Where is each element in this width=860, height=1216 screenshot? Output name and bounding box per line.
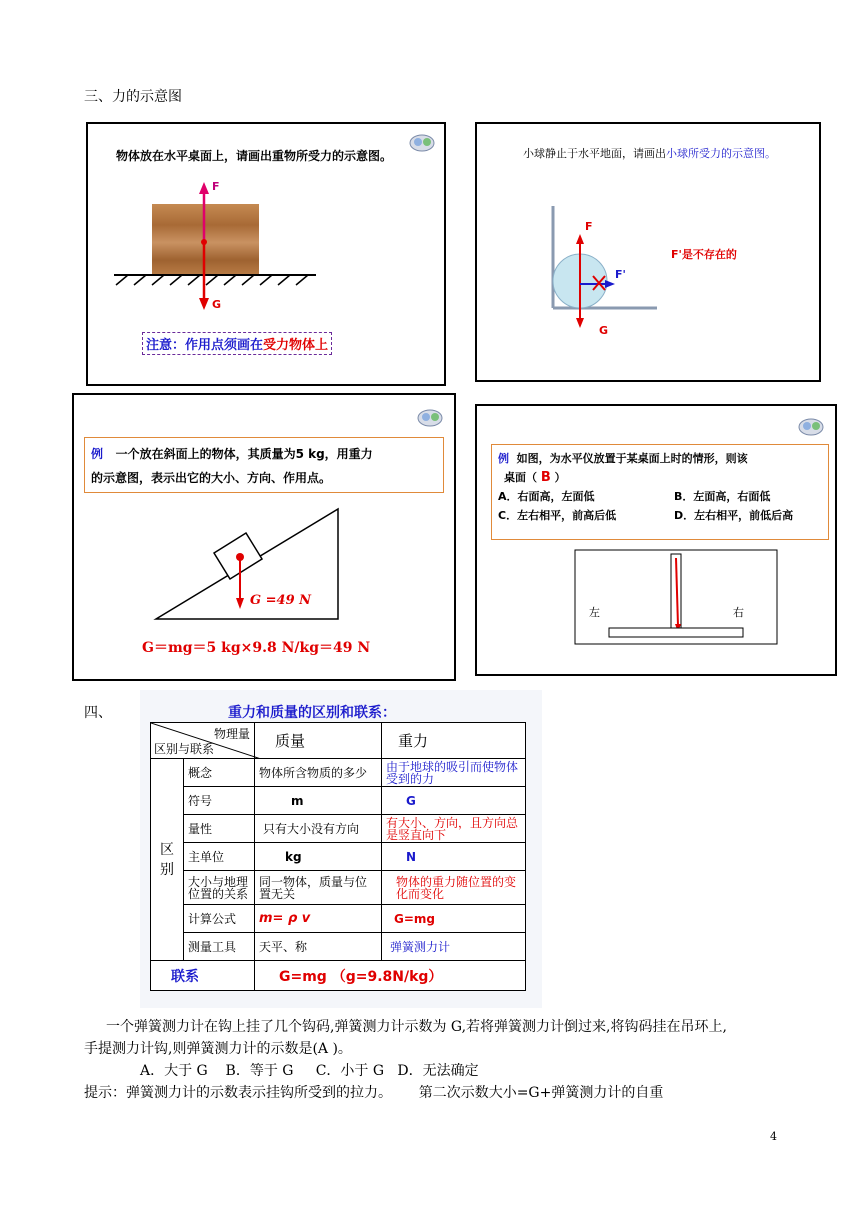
option-c: C．左右相平，前高后低 bbox=[498, 509, 617, 522]
table-title: 重力和质量的区别和联系： bbox=[228, 705, 396, 721]
panel-incline-example bbox=[72, 393, 456, 681]
option-b: B．左面高，右面低 bbox=[674, 490, 771, 503]
relation-label: 联系 bbox=[151, 961, 255, 991]
example-text-b: 的示意图，表示出它的大小、方向、作用点。 bbox=[91, 471, 332, 485]
row-label: 计算公式 bbox=[184, 905, 255, 933]
panel-ball-on-ground bbox=[475, 122, 821, 382]
section-heading-4: 四、 bbox=[84, 705, 112, 721]
weight-value: G=mg bbox=[382, 905, 526, 933]
weight-value: 弹簧测力计 bbox=[382, 933, 526, 961]
question-hint: 提示：弹簧测力计的示数表示挂钩所受到的拉力。 第二次示数大小=G+弹簧测力计的自重 bbox=[84, 1085, 664, 1101]
row-label: 大小与地理位置的关系 bbox=[184, 871, 255, 905]
level-text-b-post: ） bbox=[554, 471, 566, 484]
page-number: 4 bbox=[770, 1130, 777, 1143]
row-label: 主单位 bbox=[184, 843, 255, 871]
question-line-2: 手提测力计钩,则弹簧测力计的示数是(A )。 bbox=[84, 1041, 352, 1057]
header-weight: 重力 bbox=[382, 723, 526, 759]
example-label-2: 例 bbox=[498, 452, 509, 465]
group-label-2: 别 bbox=[160, 861, 174, 878]
label-left: 左 bbox=[589, 606, 600, 619]
panel2-prompt-b: 小球所受力的示意图。 bbox=[666, 147, 776, 160]
level-diagram bbox=[477, 406, 835, 674]
label-right: 右 bbox=[733, 606, 744, 619]
option-d: D．左右相平，前低后高 bbox=[674, 509, 794, 522]
row-label: 符号 bbox=[184, 787, 255, 815]
header-mass: 质量 bbox=[255, 723, 382, 759]
ball-force-diagram bbox=[477, 124, 819, 380]
label-f-prime: F' bbox=[615, 268, 626, 281]
weight-value: 物体的重力随位置的变化而变化 bbox=[382, 871, 526, 905]
mass-value: m bbox=[255, 787, 382, 815]
example-text-a: 一个放在斜面上的物体，其质量为5 kg，用重力 bbox=[115, 447, 373, 461]
level-text-b-pre: 桌面（ bbox=[504, 471, 537, 484]
mass-value: m= ρ v bbox=[255, 905, 382, 933]
weight-value: G bbox=[382, 787, 526, 815]
corner-cell bbox=[151, 723, 255, 759]
row-label: 量性 bbox=[184, 815, 255, 843]
group-label-cell bbox=[151, 759, 184, 961]
label-g-2: G bbox=[599, 324, 609, 337]
note-prefix: 注意：作用点须画在 bbox=[146, 338, 264, 353]
mass-weight-table bbox=[150, 722, 526, 991]
weight-value: 由于地球的吸引而使物体受到的力 bbox=[382, 759, 526, 787]
question-options: A．大于 G B．等于 G C．小于 G D．无法确定 bbox=[140, 1063, 479, 1079]
panel-box-on-table bbox=[86, 122, 446, 386]
f-prime-note: F'是不存在的 bbox=[671, 248, 737, 261]
panel2-prompt-a: 小球静止于水平地面，请画出 bbox=[523, 147, 666, 160]
panel-level-example bbox=[475, 404, 837, 676]
corner-bottom: 区别与联系 bbox=[154, 742, 215, 756]
gravity-formula: G＝mg＝5 kg×9.8 N/kg＝49 N bbox=[142, 640, 371, 656]
relation-value: G=mg （g=9.8N/kg） bbox=[255, 961, 526, 991]
mass-value: kg bbox=[255, 843, 382, 871]
label-f-2: F bbox=[585, 220, 593, 233]
mass-value: 只有大小没有方向 bbox=[255, 815, 382, 843]
label-g: G bbox=[212, 298, 222, 311]
mass-value: 同一物体，质量与位置无关 bbox=[255, 871, 382, 905]
option-a: A．右面高，左面低 bbox=[498, 490, 595, 503]
level-text-a: 如图，为水平仪放置于某桌面上时的情形，则该 bbox=[516, 452, 748, 465]
note-highlight: 受力物体上 bbox=[263, 338, 329, 353]
weight-value: 有大小、方向，且方向总是竖直向下 bbox=[382, 815, 526, 843]
spring-scale-question bbox=[84, 1016, 804, 1104]
group-label-1: 区 bbox=[160, 841, 174, 858]
level-base bbox=[609, 628, 743, 637]
weight-value: N bbox=[382, 843, 526, 871]
section-heading-3: 三、力的示意图 bbox=[84, 89, 182, 105]
label-f: F bbox=[212, 180, 220, 193]
wooden-block bbox=[152, 204, 259, 274]
mass-value: 天平、称 bbox=[255, 933, 382, 961]
mass-value: 物体所含物质的多少 bbox=[255, 759, 382, 787]
row-label: 测量工具 bbox=[184, 933, 255, 961]
note-box bbox=[142, 332, 332, 355]
corner-top: 物理量 bbox=[213, 727, 250, 741]
force-label: G =49 N bbox=[250, 593, 312, 608]
question-line-1: 一个弹簧测力计在钩上挂了几个钩码,弹簧测力计示数为 G,若将弹簧测力计倒过来,将钩码挂在吊环上, bbox=[106, 1019, 727, 1035]
panel1-prompt: 物体放在水平桌面上，请画出重物所受力的示意图。 bbox=[116, 149, 393, 163]
answer-b: B bbox=[540, 470, 551, 485]
example-label: 例 bbox=[91, 447, 104, 461]
row-label: 概念 bbox=[184, 759, 255, 787]
